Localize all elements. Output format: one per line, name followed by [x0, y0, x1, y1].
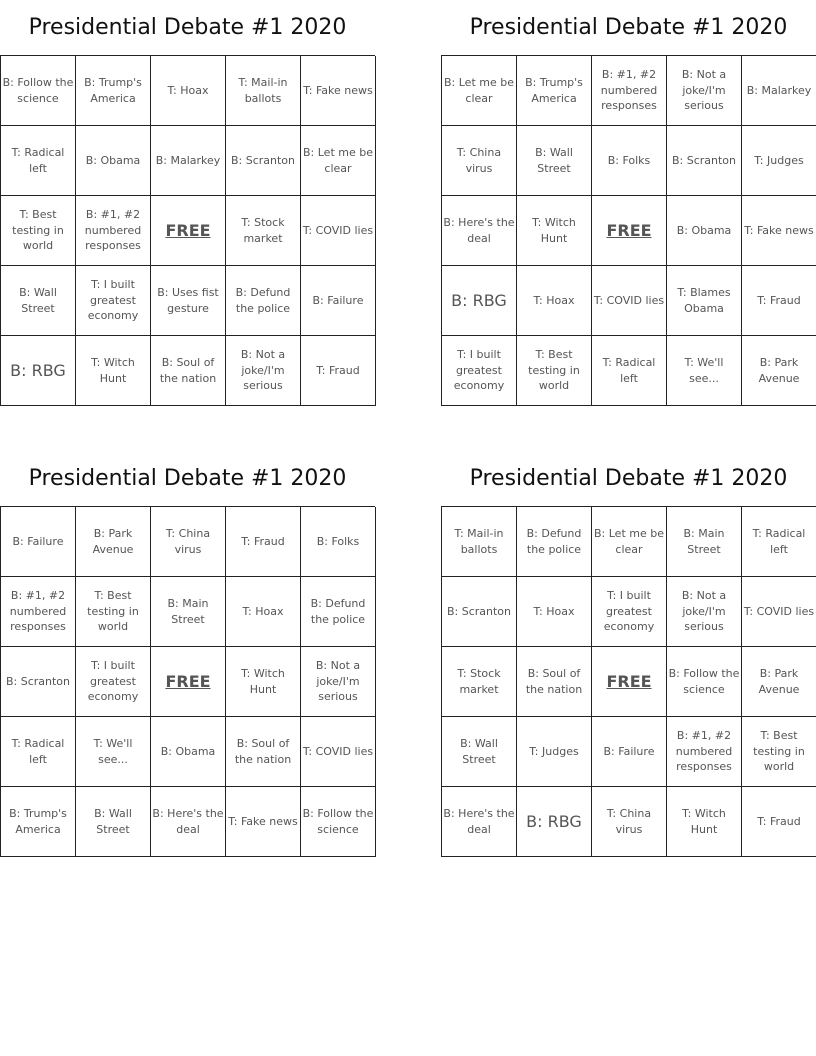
bingo-cell: B: Wall Street — [76, 787, 151, 857]
bingo-grid — [441, 55, 816, 406]
bingo-cell: T: Fraud — [742, 266, 816, 336]
bingo-cell: B: Here's the deal — [442, 196, 517, 266]
bingo-cell: T: I built greatest economy — [76, 647, 151, 717]
bingo-cell: B: Defund the police — [517, 507, 592, 577]
free-space: FREE — [151, 196, 226, 266]
bingo-cell: B: Here's the deal — [442, 787, 517, 857]
bingo-cell: B: Obama — [151, 717, 226, 787]
bingo-cell: B: Folks — [592, 126, 667, 196]
bingo-cell: B: Soul of the nation — [151, 336, 226, 406]
bingo-cell: T: Witch Hunt — [226, 647, 301, 717]
bingo-cell: B: Defund the police — [301, 577, 376, 647]
bingo-grid — [0, 506, 375, 857]
bingo-cell: T: Judges — [742, 126, 816, 196]
bingo-cell: B: Park Avenue — [76, 507, 151, 577]
bingo-cell: T: Fake news — [301, 56, 376, 126]
bingo-cell: B: Folks — [301, 507, 376, 577]
bingo-cell: B: Park Avenue — [742, 647, 816, 717]
bingo-cell: T: Hoax — [517, 266, 592, 336]
bingo-cell: T: Hoax — [226, 577, 301, 647]
bingo-cell: B: RBG — [1, 336, 76, 406]
bingo-cell: B: Follow the science — [667, 647, 742, 717]
bingo-cell: T: Witch Hunt — [517, 196, 592, 266]
bingo-cell: B: Not a joke/I'm serious — [667, 577, 742, 647]
bingo-cell: T: Best testing in world — [76, 577, 151, 647]
bingo-cell: B: Park Avenue — [742, 336, 816, 406]
bingo-cell: B: Trump's America — [1, 787, 76, 857]
bingo-cell: T: COVID lies — [301, 196, 376, 266]
bingo-cell: T: Witch Hunt — [667, 787, 742, 857]
bingo-card-3 — [0, 451, 375, 857]
bingo-cell: B: Not a joke/I'm serious — [667, 56, 742, 126]
free-space: FREE — [151, 647, 226, 717]
bingo-cell: T: I built greatest economy — [592, 577, 667, 647]
bingo-cell: B: Here's the deal — [151, 787, 226, 857]
bingo-cell: B: Soul of the nation — [226, 717, 301, 787]
bingo-cell: B: Not a joke/I'm serious — [226, 336, 301, 406]
bingo-cell: B: Let me be clear — [442, 56, 517, 126]
bingo-cell: T: Witch Hunt — [76, 336, 151, 406]
bingo-cell: B: Follow the science — [1, 56, 76, 126]
bingo-cell: B: Uses fist gesture — [151, 266, 226, 336]
bingo-cell: T: China virus — [592, 787, 667, 857]
card-title: Presidential Debate #1 2020 — [28, 15, 347, 40]
bingo-cell: B: Obama — [76, 126, 151, 196]
bingo-cell: B: Malarkey — [151, 126, 226, 196]
bingo-cell: B: RBG — [517, 787, 592, 857]
bingo-cell: T: Mail-in ballots — [442, 507, 517, 577]
bingo-cell: B: Scranton — [442, 577, 517, 647]
bingo-grid — [0, 55, 375, 406]
card-title: Presidential Debate #1 2020 — [469, 15, 788, 40]
bingo-cell: T: Hoax — [151, 56, 226, 126]
bingo-cell: B: Scranton — [226, 126, 301, 196]
bingo-cell: T: COVID lies — [742, 577, 816, 647]
bingo-cell: T: Best testing in world — [742, 717, 816, 787]
bingo-cell: B: #1, #2 numbered responses — [592, 56, 667, 126]
bingo-cell: B: RBG — [442, 266, 517, 336]
bingo-cell: T: I built greatest economy — [442, 336, 517, 406]
bingo-cell: B: #1, #2 numbered responses — [76, 196, 151, 266]
bingo-cell: T: China virus — [151, 507, 226, 577]
bingo-cell: B: Defund the police — [226, 266, 301, 336]
bingo-cell: B: #1, #2 numbered responses — [1, 577, 76, 647]
bingo-cell: T: Best testing in world — [1, 196, 76, 266]
bingo-cell: B: Obama — [667, 196, 742, 266]
bingo-cell: B: Failure — [592, 717, 667, 787]
bingo-cell: T: Radical left — [592, 336, 667, 406]
bingo-cell: T: Fraud — [226, 507, 301, 577]
bingo-cell: T: Fake news — [742, 196, 816, 266]
free-space: FREE — [592, 647, 667, 717]
bingo-cell: B: Follow the science — [301, 787, 376, 857]
bingo-cell: B: Trump's America — [76, 56, 151, 126]
bingo-cell: T: Radical left — [742, 507, 816, 577]
bingo-cell: B: Scranton — [1, 647, 76, 717]
bingo-cell: T: Blames Obama — [667, 266, 742, 336]
bingo-cell: B: Wall Street — [517, 126, 592, 196]
bingo-cell: T: Radical left — [1, 717, 76, 787]
bingo-cell: T: COVID lies — [301, 717, 376, 787]
bingo-cell: T: Judges — [517, 717, 592, 787]
card-title: Presidential Debate #1 2020 — [469, 466, 788, 491]
free-space: FREE — [592, 196, 667, 266]
bingo-grid — [441, 506, 816, 857]
bingo-cell: B: Wall Street — [1, 266, 76, 336]
bingo-cell: B: Scranton — [667, 126, 742, 196]
bingo-cell: T: Radical left — [1, 126, 76, 196]
bingo-cell: T: Fraud — [301, 336, 376, 406]
bingo-cell: B: Main Street — [667, 507, 742, 577]
bingo-cell: B: Failure — [1, 507, 76, 577]
bingo-cell: B: Let me be clear — [592, 507, 667, 577]
bingo-cell: T: We'll see... — [667, 336, 742, 406]
bingo-cell: T: China virus — [442, 126, 517, 196]
bingo-cell: T: Stock market — [442, 647, 517, 717]
bingo-cell: B: Trump's America — [517, 56, 592, 126]
bingo-cell: B: Main Street — [151, 577, 226, 647]
bingo-cell: B: Malarkey — [742, 56, 816, 126]
bingo-cell: T: Fake news — [226, 787, 301, 857]
bingo-card-1 — [0, 0, 375, 406]
bingo-cell: B: Failure — [301, 266, 376, 336]
bingo-cell: T: Hoax — [517, 577, 592, 647]
bingo-cell: T: Stock market — [226, 196, 301, 266]
bingo-cell: B: Wall Street — [442, 717, 517, 787]
bingo-cell: T: I built greatest economy — [76, 266, 151, 336]
card-title: Presidential Debate #1 2020 — [28, 466, 347, 491]
bingo-cell: B: Not a joke/I'm serious — [301, 647, 376, 717]
bingo-card-2 — [441, 0, 816, 406]
bingo-cell: T: Best testing in world — [517, 336, 592, 406]
bingo-card-4 — [441, 451, 816, 857]
bingo-cell: T: We'll see... — [76, 717, 151, 787]
bingo-cell: B: Soul of the nation — [517, 647, 592, 717]
bingo-cell: T: Mail-in ballots — [226, 56, 301, 126]
bingo-cell: B: #1, #2 numbered responses — [667, 717, 742, 787]
bingo-cell: T: Fraud — [742, 787, 816, 857]
bingo-cell: B: Let me be clear — [301, 126, 376, 196]
bingo-cell: T: COVID lies — [592, 266, 667, 336]
